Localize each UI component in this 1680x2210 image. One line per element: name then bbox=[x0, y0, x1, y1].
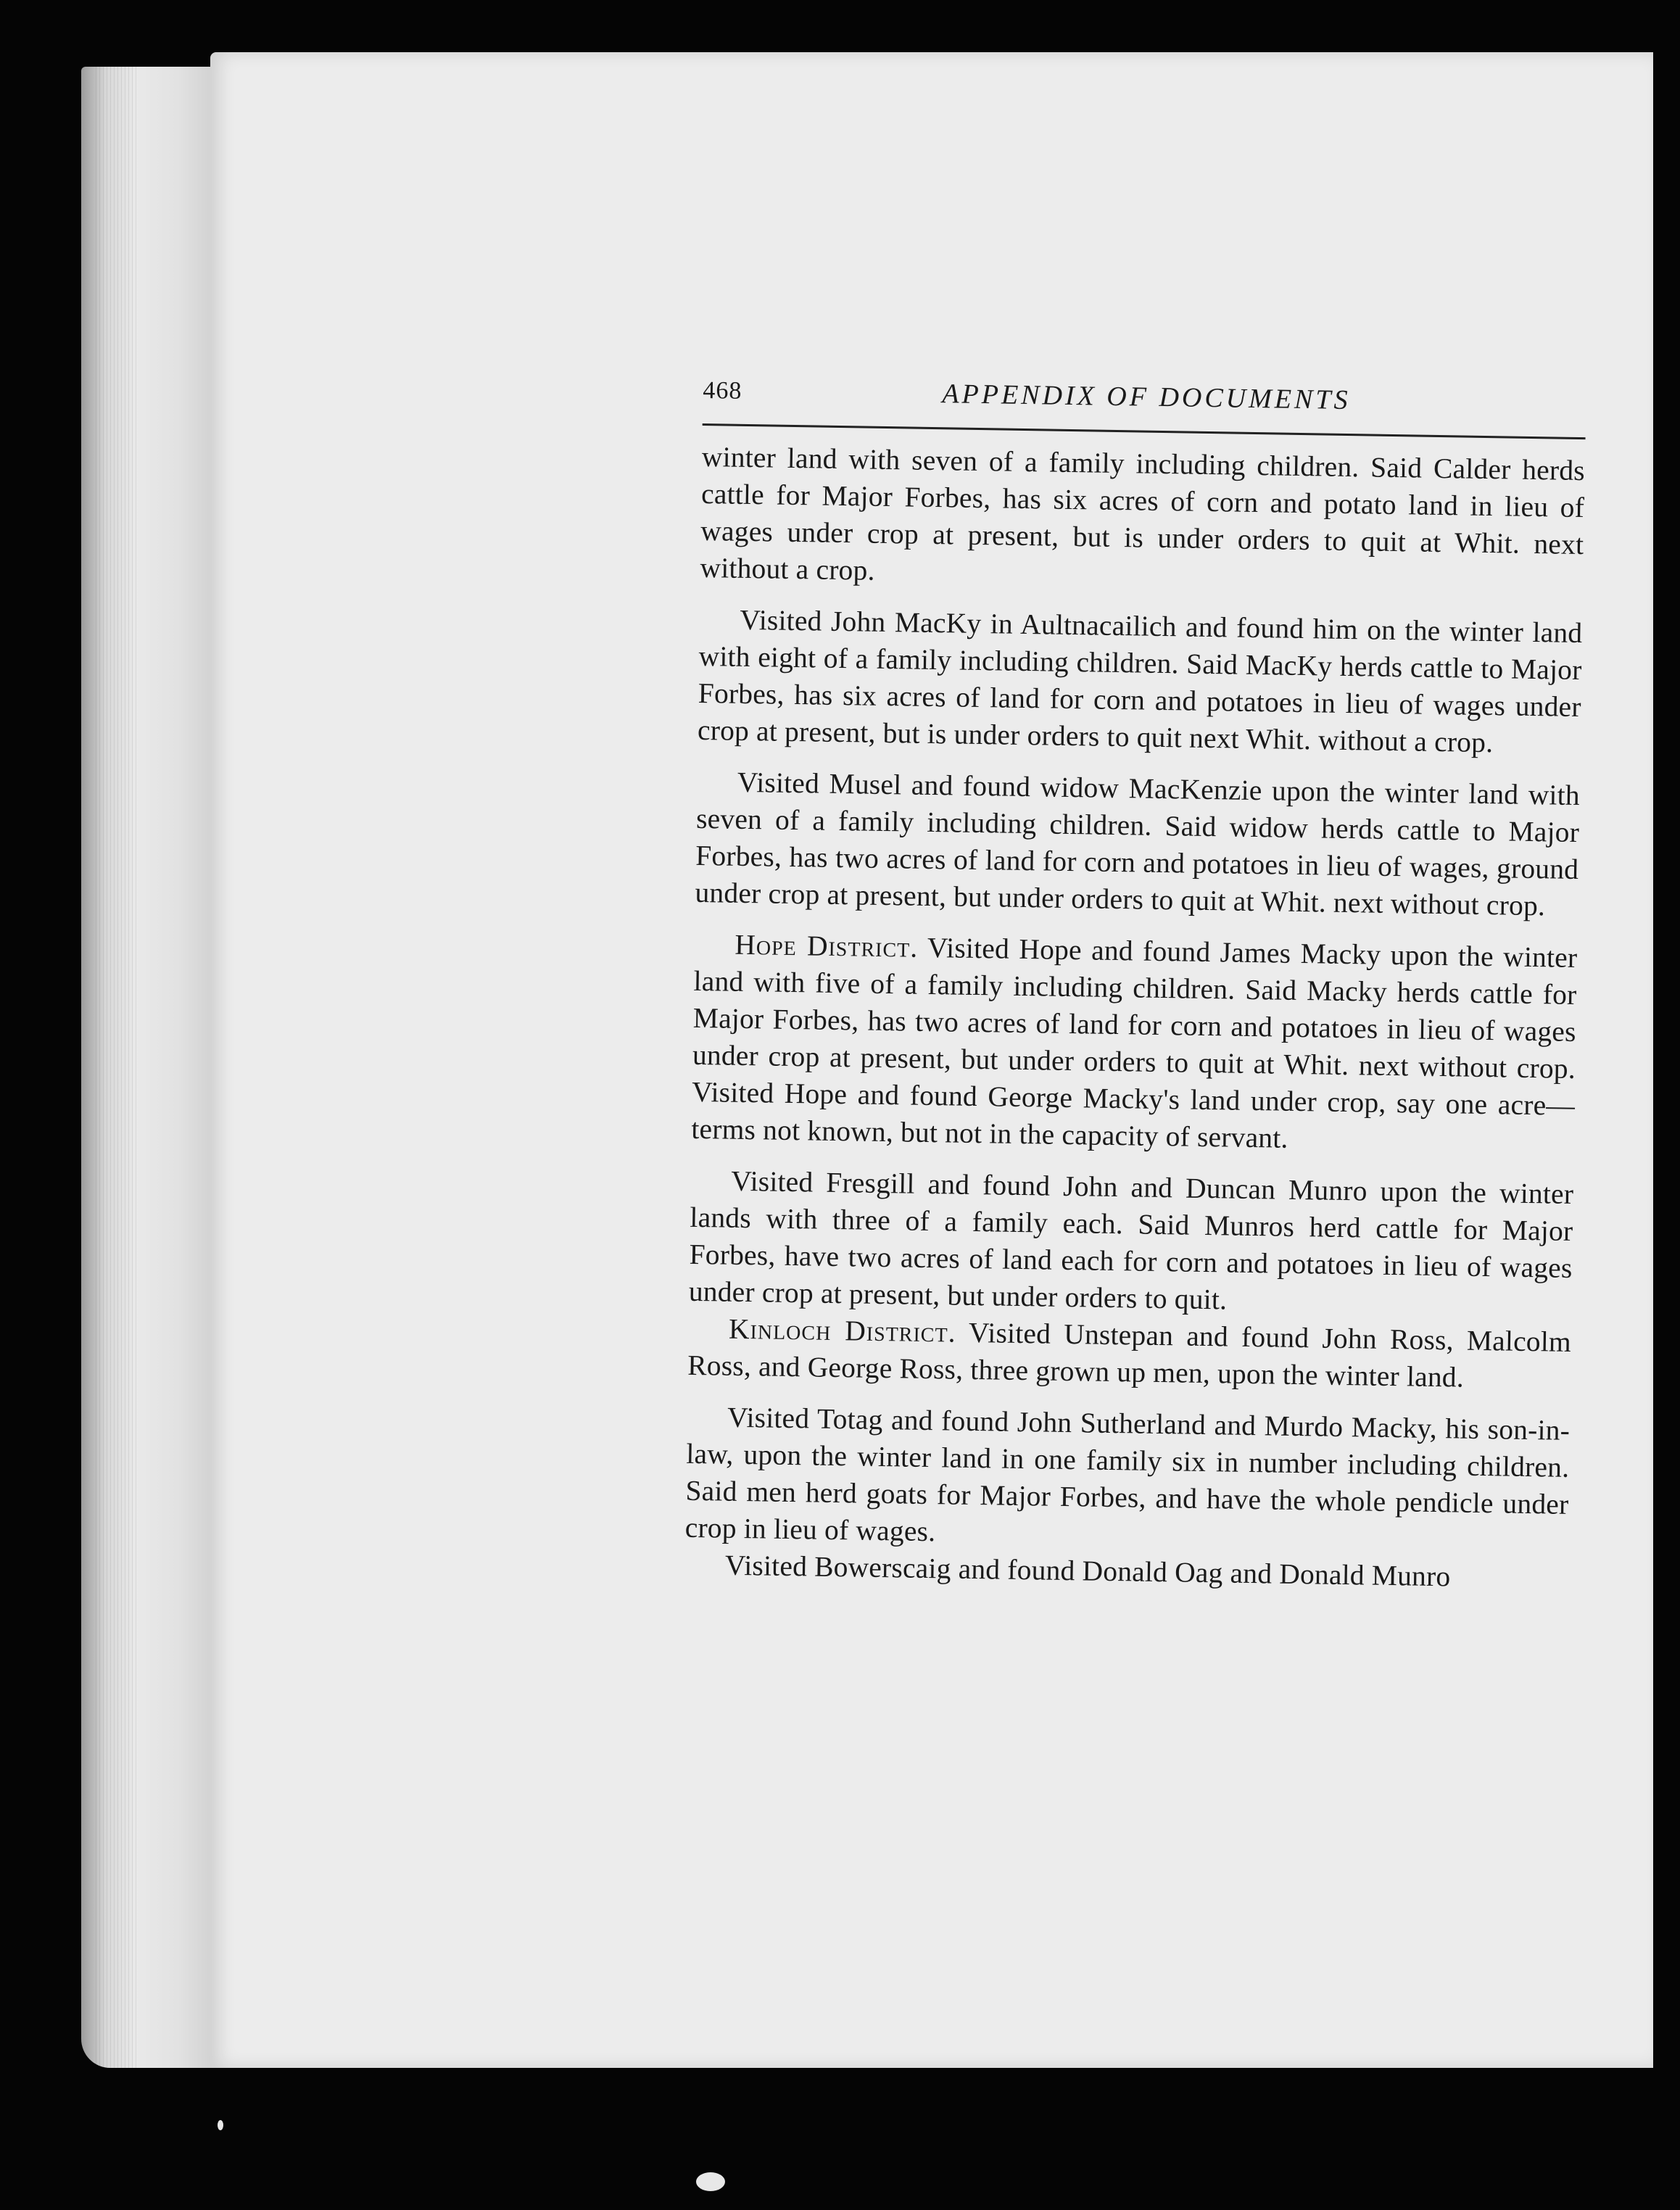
page-number: 468 bbox=[703, 376, 742, 405]
paragraph-text: Visited John MacKy in Aultnacailich and found him on the winter land with eight of a family including children. Said MacKy herds cattle to Major Forbes, has six acres of land for corn and potatoes in lieu of wages under crop at present, but is under orders to quit next Whit. without a crop. bbox=[697, 603, 1583, 759]
paragraph bbox=[684, 1399, 1570, 1560]
scan-artifact bbox=[696, 2172, 725, 2191]
book-fore-edge bbox=[81, 67, 219, 2068]
paragraph bbox=[698, 601, 1583, 763]
paragraph-text: Visited Fresgill and found John and Duncan Munro upon the winter lands with three of a family each. Said Munros herd cattle for Major Forbes, have two acres of land each for corn and potatoes in lieu of wages under crop at present, but under orders to quit. bbox=[688, 1164, 1574, 1316]
paragraph bbox=[695, 763, 1580, 925]
district-heading: Hope District. bbox=[735, 928, 919, 964]
paragraph-text: Visited Musel and found widow MacKenzie upon the winter land with seven of a family including children. Said widow herds cattle to Major Forbes, has two acres of land for corn and potatoes in lieu of wages, ground under crop at present, but under orders to quit at Whit. next without crop. bbox=[695, 766, 1581, 922]
page-content bbox=[684, 364, 1586, 1597]
running-head bbox=[703, 364, 1586, 429]
paragraph bbox=[700, 439, 1585, 600]
paragraph-text: Visited Bowerscaig and found Donald Oag and Donald Munro bbox=[724, 1549, 1451, 1593]
paragraph-text: Visited Hope and found James Macky upon the winter land with five of a family including children. Said Macky herds cattle for Major Forbes, has two acres of land for corn and potatoes in lieu of wages under crop at present, but under orders to quit at Whit. next without crop. Visited Hope and found George Macky's land under crop, say one acre—terms not known, but not in the capacity of servant. bbox=[691, 931, 1578, 1154]
paragraph-text: Visited Totag and found John Sutherland and Murdo Macky, his son-in-law, upon the winter land in one family six in number including children. Said men herd goats for Major Forbes, and have the whole pendicle under crop in lieu of wages. bbox=[684, 1401, 1571, 1548]
book-page bbox=[210, 52, 1653, 2068]
page-stack-lines bbox=[96, 67, 139, 2068]
paragraph bbox=[689, 1162, 1574, 1324]
district-heading: Kinloch District. bbox=[728, 1312, 956, 1349]
running-head-title: APPENDIX OF DOCUMENTS bbox=[942, 378, 1351, 416]
paragraph bbox=[691, 926, 1578, 1162]
scan-artifact bbox=[218, 2120, 223, 2130]
paragraph-text: winter land with seven of a family including children. Said Calder herds cattle for Major Forbes, has six acres of corn and potato land in lieu of wages under crop at present, but is under orders to quit at Whit. next without a crop. bbox=[700, 440, 1586, 587]
paragraph-text: Visited Unstepan and found John Ross, Malcolm Ross, and George Ross, three grown up men, upon the winter land. bbox=[687, 1316, 1572, 1394]
paragraph bbox=[687, 1310, 1571, 1398]
body-text bbox=[684, 439, 1586, 1597]
